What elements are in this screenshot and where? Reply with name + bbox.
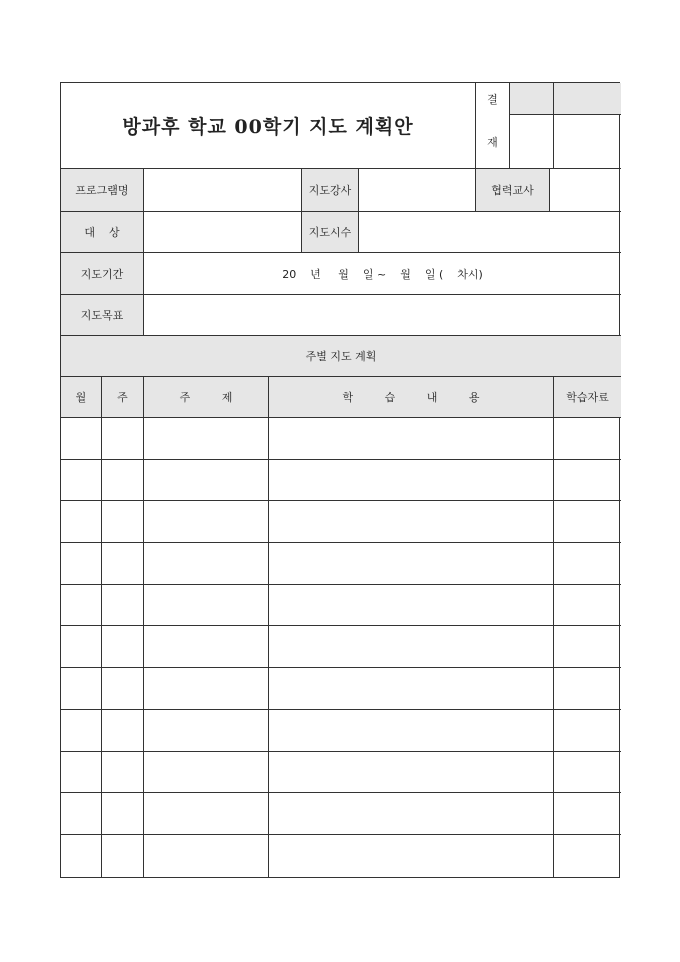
plan-cell-month[interactable] <box>61 710 102 752</box>
period-field[interactable]: 20 년 월 일 ~ 월 일 ( 차시) <box>144 253 621 295</box>
plan-cell-content[interactable] <box>269 835 554 877</box>
approval-header-1 <box>510 83 554 115</box>
program-name-field[interactable] <box>144 169 302 212</box>
plan-cell-materials[interactable] <box>554 710 621 752</box>
plan-cell-topic[interactable] <box>144 793 269 835</box>
plan-cell-content[interactable] <box>269 543 554 585</box>
plan-cell-week[interactable] <box>102 793 144 835</box>
plan-cell-content[interactable] <box>269 668 554 710</box>
lesson-plan-form <box>60 82 620 878</box>
approval-header-2 <box>554 83 621 115</box>
approval-sign-2[interactable] <box>554 115 621 169</box>
instructor-label: 지도강사 <box>302 169 359 212</box>
plan-cell-content[interactable] <box>269 752 554 794</box>
plan-cell-week[interactable] <box>102 585 144 627</box>
col-month: 월 <box>61 377 102 418</box>
plan-cell-topic[interactable] <box>144 543 269 585</box>
plan-cell-month[interactable] <box>61 668 102 710</box>
plan-cell-month[interactable] <box>61 543 102 585</box>
cooperating-teacher-label: 협력교사 <box>476 169 550 212</box>
plan-cell-content[interactable] <box>269 710 554 752</box>
plan-cell-month[interactable] <box>61 460 102 502</box>
hours-field[interactable] <box>359 212 621 253</box>
plan-cell-content[interactable] <box>269 793 554 835</box>
plan-cell-topic[interactable] <box>144 418 269 460</box>
plan-cell-week[interactable] <box>102 626 144 668</box>
page-title: 방과후 학교 00학기 지도 계획안 <box>61 83 476 169</box>
plan-cell-materials[interactable] <box>554 418 621 460</box>
target-field[interactable] <box>144 212 302 253</box>
plan-cell-topic[interactable] <box>144 752 269 794</box>
program-name-label: 프로그램명 <box>61 169 144 212</box>
plan-cell-month[interactable] <box>61 501 102 543</box>
plan-cell-topic[interactable] <box>144 585 269 627</box>
plan-cell-month[interactable] <box>61 626 102 668</box>
plan-cell-content[interactable] <box>269 626 554 668</box>
period-label: 지도기간 <box>61 253 144 295</box>
approval-label-bottom: 재 <box>476 115 510 169</box>
plan-cell-topic[interactable] <box>144 626 269 668</box>
plan-cell-month[interactable] <box>61 793 102 835</box>
col-materials: 학습자료 <box>554 377 621 418</box>
instructor-field[interactable] <box>359 169 476 212</box>
plan-cell-materials[interactable] <box>554 668 621 710</box>
weekly-plan-header: 주별 지도 계획 <box>61 336 621 377</box>
hours-label: 지도시수 <box>302 212 359 253</box>
cooperating-teacher-field[interactable] <box>550 169 621 212</box>
plan-cell-materials[interactable] <box>554 460 621 502</box>
plan-cell-week[interactable] <box>102 501 144 543</box>
plan-cell-week[interactable] <box>102 543 144 585</box>
plan-cell-week[interactable] <box>102 668 144 710</box>
plan-cell-week[interactable] <box>102 418 144 460</box>
plan-cell-month[interactable] <box>61 752 102 794</box>
plan-cell-month[interactable] <box>61 418 102 460</box>
plan-cell-materials[interactable] <box>554 793 621 835</box>
plan-cell-topic[interactable] <box>144 668 269 710</box>
plan-cell-topic[interactable] <box>144 835 269 877</box>
plan-cell-materials[interactable] <box>554 752 621 794</box>
plan-cell-materials[interactable] <box>554 501 621 543</box>
plan-cell-topic[interactable] <box>144 460 269 502</box>
goal-label: 지도목표 <box>61 295 144 336</box>
plan-cell-week[interactable] <box>102 460 144 502</box>
plan-cell-week[interactable] <box>102 835 144 877</box>
plan-cell-content[interactable] <box>269 418 554 460</box>
plan-cell-week[interactable] <box>102 752 144 794</box>
plan-cell-materials[interactable] <box>554 585 621 627</box>
approval-sign-1[interactable] <box>510 115 554 169</box>
plan-cell-materials[interactable] <box>554 835 621 877</box>
approval-label-top: 결 <box>476 83 510 115</box>
plan-cell-materials[interactable] <box>554 543 621 585</box>
goal-field[interactable] <box>144 295 621 336</box>
col-content: 학 습 내 용 <box>269 377 554 418</box>
target-label: 대 상 <box>61 212 144 253</box>
plan-cell-content[interactable] <box>269 585 554 627</box>
plan-cell-week[interactable] <box>102 710 144 752</box>
plan-cell-topic[interactable] <box>144 501 269 543</box>
plan-cell-content[interactable] <box>269 501 554 543</box>
col-week: 주 <box>102 377 144 418</box>
plan-cell-month[interactable] <box>61 585 102 627</box>
plan-cell-content[interactable] <box>269 460 554 502</box>
col-topic: 주 제 <box>144 377 269 418</box>
plan-cell-month[interactable] <box>61 835 102 877</box>
plan-cell-topic[interactable] <box>144 710 269 752</box>
plan-cell-materials[interactable] <box>554 626 621 668</box>
